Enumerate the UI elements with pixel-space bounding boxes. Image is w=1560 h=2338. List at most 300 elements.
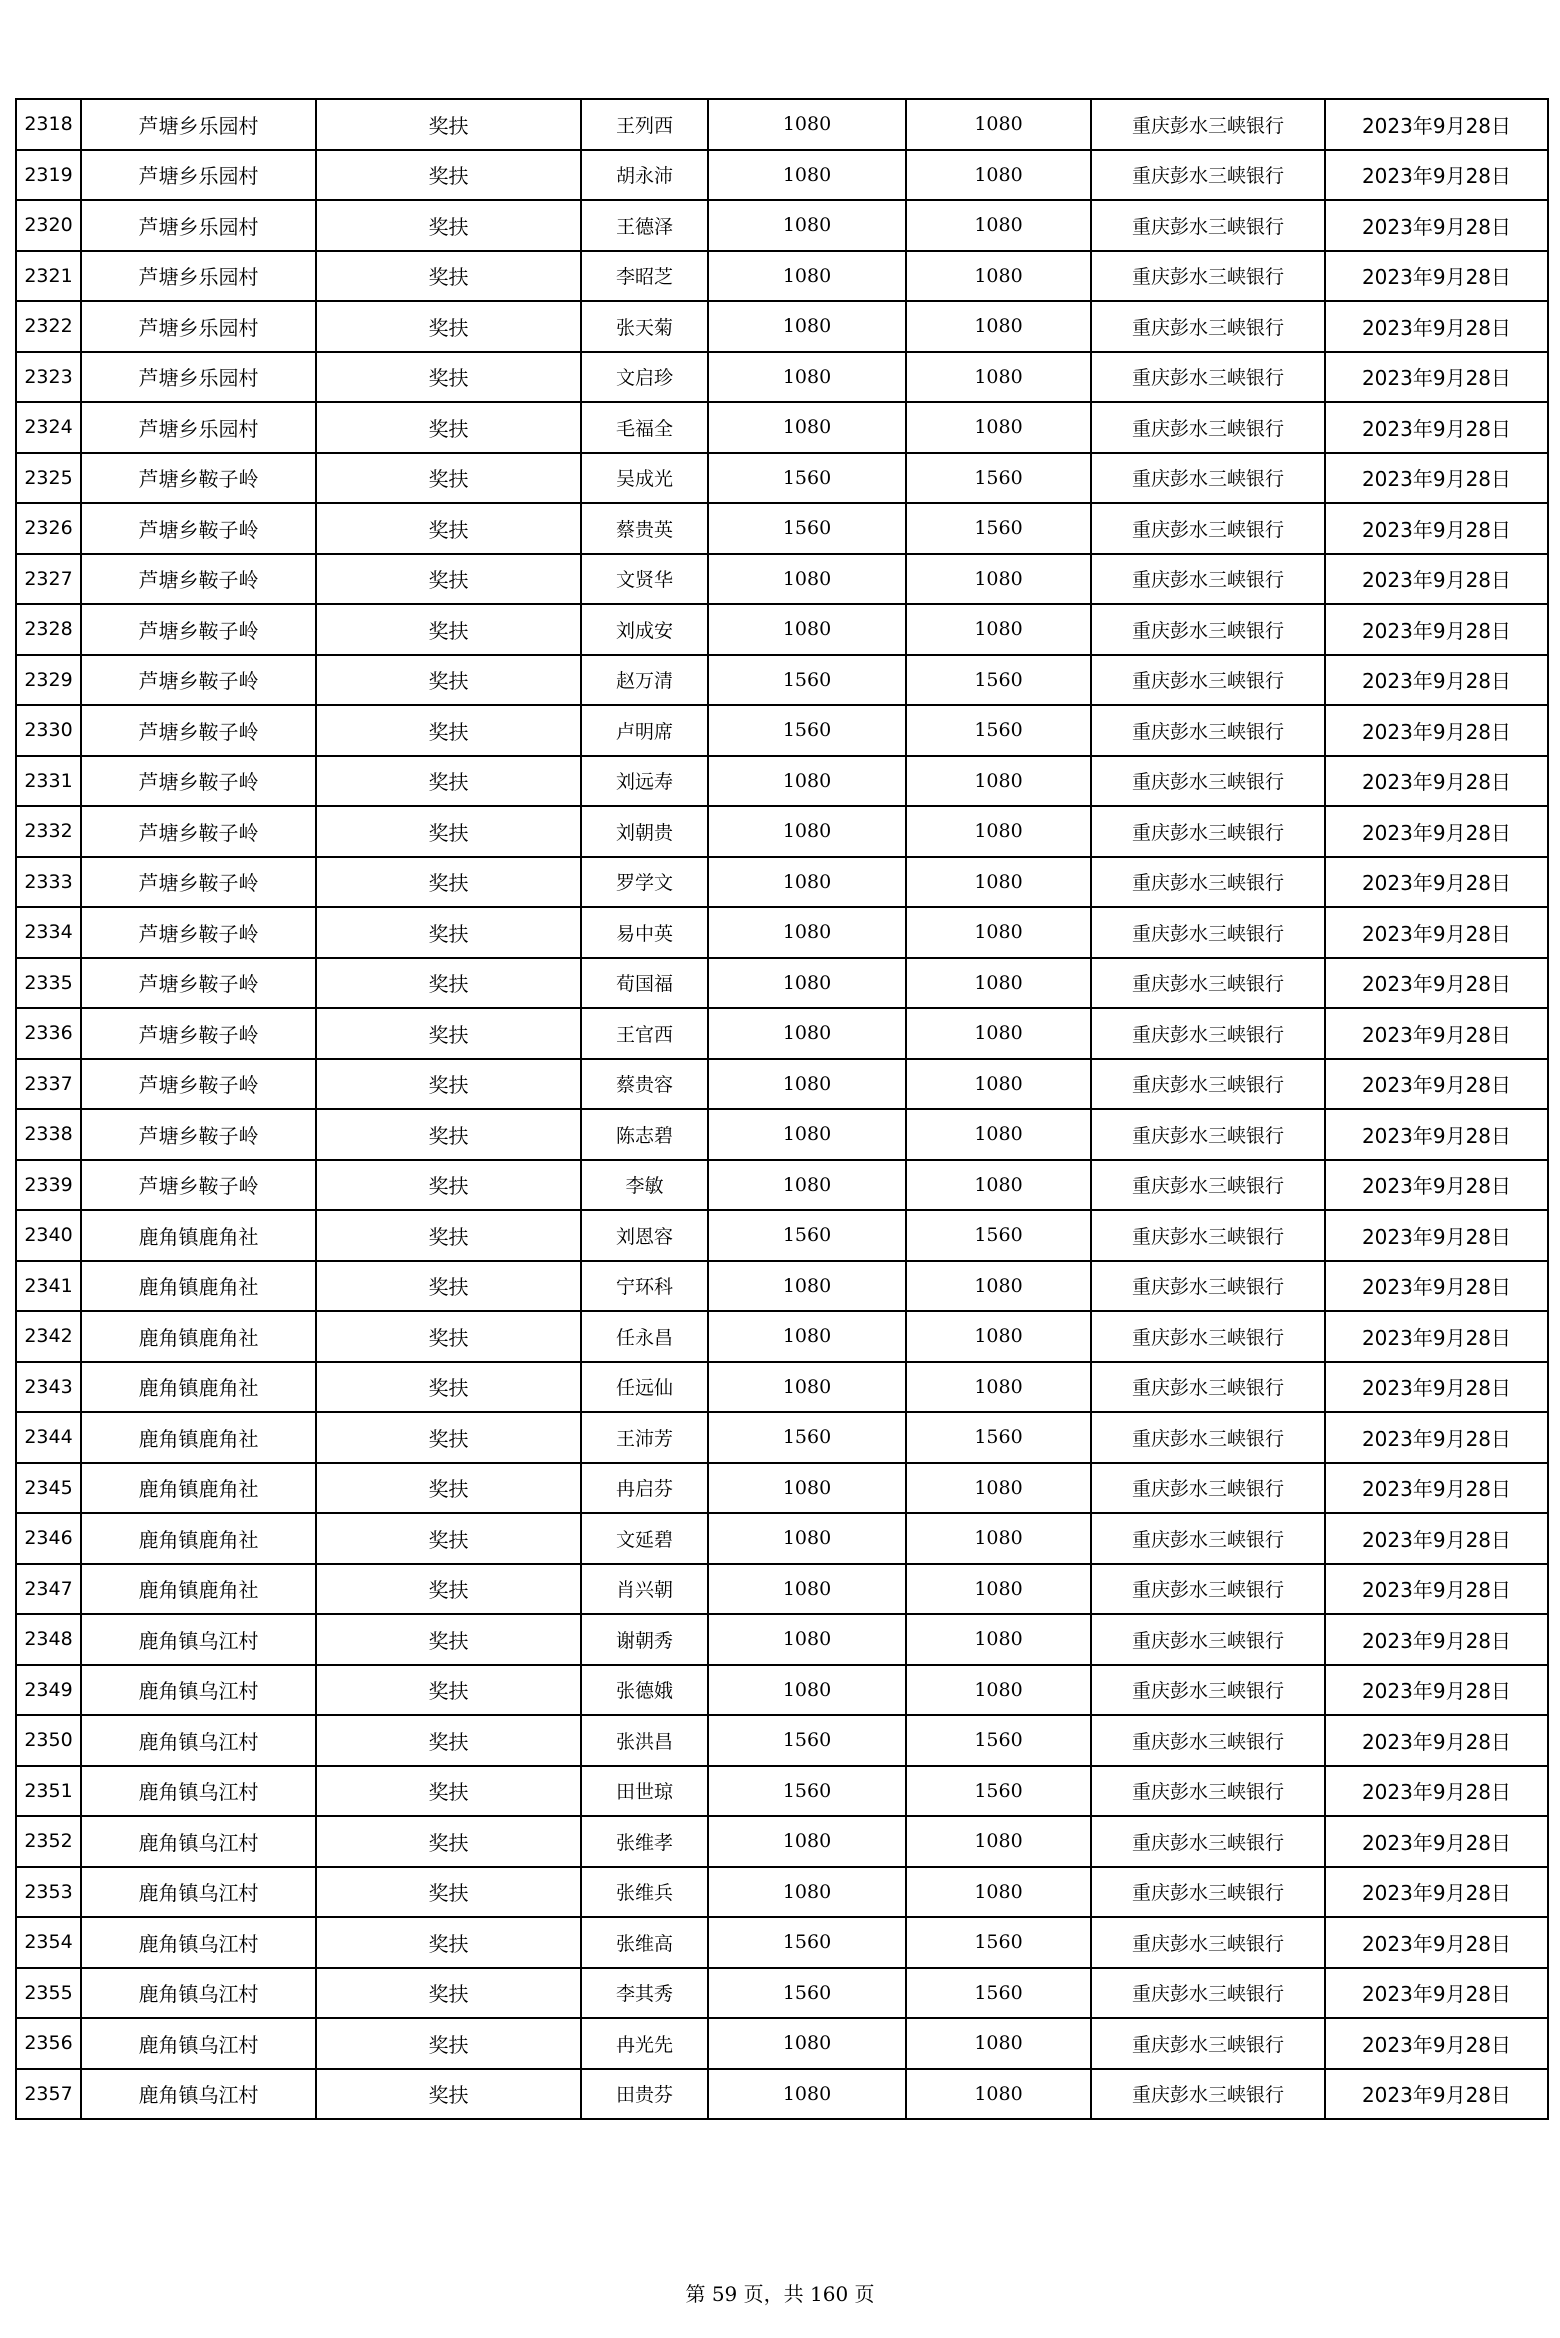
type-cell: 奖扶 bbox=[316, 1917, 581, 1968]
name-cell: 田世琼 bbox=[581, 1766, 708, 1817]
date-cell: 2023年9月28日 bbox=[1325, 1665, 1548, 1716]
bank-cell: 重庆彭水三峡银行 bbox=[1091, 453, 1325, 504]
bank-cell: 重庆彭水三峡银行 bbox=[1091, 200, 1325, 251]
seq-cell: 2321 bbox=[16, 251, 81, 302]
name-cell: 张维兵 bbox=[581, 1867, 708, 1918]
paid-amount-cell: 1080 bbox=[906, 2018, 1091, 2069]
date-cell: 2023年9月28日 bbox=[1325, 1160, 1548, 1211]
type-cell: 奖扶 bbox=[316, 1362, 581, 1413]
type-cell: 奖扶 bbox=[316, 1059, 581, 1110]
type-cell: 奖扶 bbox=[316, 1261, 581, 1312]
date-cell: 2023年9月28日 bbox=[1325, 1008, 1548, 1059]
location-cell: 鹿角镇鹿角社 bbox=[81, 1362, 316, 1413]
paid-amount-cell: 1080 bbox=[906, 1867, 1091, 1918]
bank-cell: 重庆彭水三峡银行 bbox=[1091, 1463, 1325, 1514]
name-cell: 李敏 bbox=[581, 1160, 708, 1211]
seq-cell: 2322 bbox=[16, 301, 81, 352]
name-cell: 荀国福 bbox=[581, 958, 708, 1009]
date-cell: 2023年9月28日 bbox=[1325, 857, 1548, 908]
type-cell: 奖扶 bbox=[316, 352, 581, 403]
paid-amount-cell: 1080 bbox=[906, 301, 1091, 352]
bank-cell: 重庆彭水三峡银行 bbox=[1091, 503, 1325, 554]
type-cell: 奖扶 bbox=[316, 1614, 581, 1665]
date-cell: 2023年9月28日 bbox=[1325, 958, 1548, 1009]
seq-cell: 2344 bbox=[16, 1412, 81, 1463]
paid-amount-cell: 1080 bbox=[906, 1109, 1091, 1160]
bank-cell: 重庆彭水三峡银行 bbox=[1091, 2018, 1325, 2069]
paid-amount-cell: 1560 bbox=[906, 453, 1091, 504]
table-row bbox=[16, 1513, 1548, 1564]
table-row bbox=[16, 453, 1548, 504]
date-cell: 2023年9月28日 bbox=[1325, 1766, 1548, 1817]
name-cell: 任远仙 bbox=[581, 1362, 708, 1413]
location-cell: 鹿角镇鹿角社 bbox=[81, 1311, 316, 1362]
bank-cell: 重庆彭水三峡银行 bbox=[1091, 1210, 1325, 1261]
location-cell: 芦塘乡鞍子岭 bbox=[81, 958, 316, 1009]
table-row bbox=[16, 1059, 1548, 1110]
amount-cell: 1080 bbox=[708, 99, 906, 150]
seq-cell: 2342 bbox=[16, 1311, 81, 1362]
location-cell: 芦塘乡乐园村 bbox=[81, 352, 316, 403]
name-cell: 罗学文 bbox=[581, 857, 708, 908]
seq-cell: 2325 bbox=[16, 453, 81, 504]
date-cell: 2023年9月28日 bbox=[1325, 453, 1548, 504]
name-cell: 李昭芝 bbox=[581, 251, 708, 302]
name-cell: 张德娥 bbox=[581, 1665, 708, 1716]
amount-cell: 1080 bbox=[708, 1261, 906, 1312]
bank-cell: 重庆彭水三峡银行 bbox=[1091, 402, 1325, 453]
date-cell: 2023年9月28日 bbox=[1325, 301, 1548, 352]
seq-cell: 2328 bbox=[16, 604, 81, 655]
amount-cell: 1560 bbox=[708, 1766, 906, 1817]
name-cell: 赵万清 bbox=[581, 655, 708, 706]
date-cell: 2023年9月28日 bbox=[1325, 1917, 1548, 1968]
amount-cell: 1080 bbox=[708, 604, 906, 655]
seq-cell: 2357 bbox=[16, 2069, 81, 2120]
paid-amount-cell: 1080 bbox=[906, 806, 1091, 857]
name-cell: 张维高 bbox=[581, 1917, 708, 1968]
name-cell: 肖兴朝 bbox=[581, 1564, 708, 1615]
table-row bbox=[16, 99, 1548, 150]
type-cell: 奖扶 bbox=[316, 251, 581, 302]
amount-cell: 1080 bbox=[708, 806, 906, 857]
location-cell: 芦塘乡鞍子岭 bbox=[81, 705, 316, 756]
amount-cell: 1080 bbox=[708, 1008, 906, 1059]
page-number: 第 59 页，共 160 页 bbox=[685, 2282, 875, 2306]
bank-cell: 重庆彭水三峡银行 bbox=[1091, 705, 1325, 756]
bank-cell: 重庆彭水三峡银行 bbox=[1091, 1109, 1325, 1160]
type-cell: 奖扶 bbox=[316, 1008, 581, 1059]
type-cell: 奖扶 bbox=[316, 200, 581, 251]
table-row bbox=[16, 1311, 1548, 1362]
bank-cell: 重庆彭水三峡银行 bbox=[1091, 1917, 1325, 1968]
name-cell: 文贤华 bbox=[581, 554, 708, 605]
type-cell: 奖扶 bbox=[316, 1160, 581, 1211]
bank-cell: 重庆彭水三峡银行 bbox=[1091, 1059, 1325, 1110]
type-cell: 奖扶 bbox=[316, 1513, 581, 1564]
type-cell: 奖扶 bbox=[316, 150, 581, 201]
table-row bbox=[16, 2018, 1548, 2069]
location-cell: 鹿角镇乌江村 bbox=[81, 2069, 316, 2120]
type-cell: 奖扶 bbox=[316, 453, 581, 504]
seq-cell: 2356 bbox=[16, 2018, 81, 2069]
seq-cell: 2353 bbox=[16, 1867, 81, 1918]
table-row bbox=[16, 705, 1548, 756]
table-row bbox=[16, 352, 1548, 403]
location-cell: 芦塘乡鞍子岭 bbox=[81, 1059, 316, 1110]
table-row bbox=[16, 402, 1548, 453]
type-cell: 奖扶 bbox=[316, 301, 581, 352]
amount-cell: 1080 bbox=[708, 1311, 906, 1362]
type-cell: 奖扶 bbox=[316, 2069, 581, 2120]
name-cell: 王德泽 bbox=[581, 200, 708, 251]
type-cell: 奖扶 bbox=[316, 402, 581, 453]
location-cell: 鹿角镇乌江村 bbox=[81, 2018, 316, 2069]
seq-cell: 2333 bbox=[16, 857, 81, 908]
seq-cell: 2326 bbox=[16, 503, 81, 554]
table-row bbox=[16, 1665, 1548, 1716]
paid-amount-cell: 1560 bbox=[906, 1412, 1091, 1463]
location-cell: 芦塘乡乐园村 bbox=[81, 301, 316, 352]
type-cell: 奖扶 bbox=[316, 1715, 581, 1766]
location-cell: 芦塘乡鞍子岭 bbox=[81, 655, 316, 706]
location-cell: 鹿角镇乌江村 bbox=[81, 1816, 316, 1867]
seq-cell: 2354 bbox=[16, 1917, 81, 1968]
seq-cell: 2339 bbox=[16, 1160, 81, 1211]
type-cell: 奖扶 bbox=[316, 705, 581, 756]
seq-cell: 2323 bbox=[16, 352, 81, 403]
amount-cell: 1080 bbox=[708, 857, 906, 908]
location-cell: 芦塘乡鞍子岭 bbox=[81, 756, 316, 807]
date-cell: 2023年9月28日 bbox=[1325, 1513, 1548, 1564]
table-row bbox=[16, 150, 1548, 201]
date-cell: 2023年9月28日 bbox=[1325, 1210, 1548, 1261]
date-cell: 2023年9月28日 bbox=[1325, 1463, 1548, 1514]
seq-cell: 2351 bbox=[16, 1766, 81, 1817]
paid-amount-cell: 1080 bbox=[906, 99, 1091, 150]
date-cell: 2023年9月28日 bbox=[1325, 604, 1548, 655]
name-cell: 毛福全 bbox=[581, 402, 708, 453]
date-cell: 2023年9月28日 bbox=[1325, 1261, 1548, 1312]
bank-cell: 重庆彭水三峡银行 bbox=[1091, 907, 1325, 958]
bank-cell: 重庆彭水三峡银行 bbox=[1091, 2069, 1325, 2120]
paid-amount-cell: 1080 bbox=[906, 604, 1091, 655]
type-cell: 奖扶 bbox=[316, 958, 581, 1009]
paid-amount-cell: 1080 bbox=[906, 150, 1091, 201]
name-cell: 谢朝秀 bbox=[581, 1614, 708, 1665]
location-cell: 芦塘乡鞍子岭 bbox=[81, 907, 316, 958]
date-cell: 2023年9月28日 bbox=[1325, 402, 1548, 453]
amount-cell: 1080 bbox=[708, 1160, 906, 1211]
table-row bbox=[16, 1008, 1548, 1059]
name-cell: 蔡贵英 bbox=[581, 503, 708, 554]
paid-amount-cell: 1080 bbox=[906, 756, 1091, 807]
location-cell: 芦塘乡鞍子岭 bbox=[81, 806, 316, 857]
name-cell: 刘朝贵 bbox=[581, 806, 708, 857]
bank-cell: 重庆彭水三峡银行 bbox=[1091, 1614, 1325, 1665]
amount-cell: 1560 bbox=[708, 453, 906, 504]
table-row bbox=[16, 756, 1548, 807]
type-cell: 奖扶 bbox=[316, 1665, 581, 1716]
table-row bbox=[16, 1160, 1548, 1211]
location-cell: 芦塘乡乐园村 bbox=[81, 150, 316, 201]
seq-cell: 2345 bbox=[16, 1463, 81, 1514]
amount-cell: 1080 bbox=[708, 1513, 906, 1564]
type-cell: 奖扶 bbox=[316, 99, 581, 150]
date-cell: 2023年9月28日 bbox=[1325, 1614, 1548, 1665]
name-cell: 王列西 bbox=[581, 99, 708, 150]
paid-amount-cell: 1560 bbox=[906, 1917, 1091, 1968]
table-row bbox=[16, 1109, 1548, 1160]
table-row bbox=[16, 857, 1548, 908]
paid-amount-cell: 1080 bbox=[906, 1665, 1091, 1716]
location-cell: 芦塘乡鞍子岭 bbox=[81, 1008, 316, 1059]
bank-cell: 重庆彭水三峡银行 bbox=[1091, 756, 1325, 807]
seq-cell: 2336 bbox=[16, 1008, 81, 1059]
date-cell: 2023年9月28日 bbox=[1325, 655, 1548, 706]
amount-cell: 1080 bbox=[708, 1362, 906, 1413]
type-cell: 奖扶 bbox=[316, 1412, 581, 1463]
table-row bbox=[16, 1917, 1548, 1968]
date-cell: 2023年9月28日 bbox=[1325, 1362, 1548, 1413]
seq-cell: 2349 bbox=[16, 1665, 81, 1716]
seq-cell: 2324 bbox=[16, 402, 81, 453]
location-cell: 芦塘乡鞍子岭 bbox=[81, 857, 316, 908]
bank-cell: 重庆彭水三峡银行 bbox=[1091, 1715, 1325, 1766]
location-cell: 芦塘乡乐园村 bbox=[81, 200, 316, 251]
paid-amount-cell: 1560 bbox=[906, 655, 1091, 706]
table-body bbox=[16, 99, 1548, 2119]
type-cell: 奖扶 bbox=[316, 907, 581, 958]
location-cell: 鹿角镇鹿角社 bbox=[81, 1564, 316, 1615]
paid-amount-cell: 1080 bbox=[906, 554, 1091, 605]
paid-amount-cell: 1080 bbox=[906, 1362, 1091, 1413]
table-row bbox=[16, 655, 1548, 706]
name-cell: 蔡贵容 bbox=[581, 1059, 708, 1110]
type-cell: 奖扶 bbox=[316, 2018, 581, 2069]
date-cell: 2023年9月28日 bbox=[1325, 705, 1548, 756]
type-cell: 奖扶 bbox=[316, 806, 581, 857]
amount-cell: 1080 bbox=[708, 1564, 906, 1615]
date-cell: 2023年9月28日 bbox=[1325, 2018, 1548, 2069]
location-cell: 鹿角镇乌江村 bbox=[81, 1665, 316, 1716]
amount-cell: 1560 bbox=[708, 655, 906, 706]
paid-amount-cell: 1560 bbox=[906, 1968, 1091, 2019]
paid-amount-cell: 1080 bbox=[906, 1160, 1091, 1211]
table-row bbox=[16, 958, 1548, 1009]
amount-cell: 1080 bbox=[708, 1665, 906, 1716]
table-row bbox=[16, 301, 1548, 352]
paid-amount-cell: 1080 bbox=[906, 958, 1091, 1009]
date-cell: 2023年9月28日 bbox=[1325, 1311, 1548, 1362]
date-cell: 2023年9月28日 bbox=[1325, 2069, 1548, 2120]
bank-cell: 重庆彭水三峡银行 bbox=[1091, 1513, 1325, 1564]
amount-cell: 1080 bbox=[708, 907, 906, 958]
bank-cell: 重庆彭水三峡银行 bbox=[1091, 806, 1325, 857]
paid-amount-cell: 1080 bbox=[906, 907, 1091, 958]
bank-cell: 重庆彭水三峡银行 bbox=[1091, 1766, 1325, 1817]
location-cell: 鹿角镇乌江村 bbox=[81, 1715, 316, 1766]
seq-cell: 2331 bbox=[16, 756, 81, 807]
type-cell: 奖扶 bbox=[316, 1564, 581, 1615]
date-cell: 2023年9月28日 bbox=[1325, 1715, 1548, 1766]
amount-cell: 1080 bbox=[708, 1059, 906, 1110]
name-cell: 吴成光 bbox=[581, 453, 708, 504]
location-cell: 芦塘乡鞍子岭 bbox=[81, 604, 316, 655]
paid-amount-cell: 1080 bbox=[906, 1513, 1091, 1564]
paid-amount-cell: 1080 bbox=[906, 1816, 1091, 1867]
name-cell: 张天菊 bbox=[581, 301, 708, 352]
seq-cell: 2318 bbox=[16, 99, 81, 150]
amount-cell: 1560 bbox=[708, 1210, 906, 1261]
bank-cell: 重庆彭水三峡银行 bbox=[1091, 352, 1325, 403]
paid-amount-cell: 1080 bbox=[906, 1463, 1091, 1514]
amount-cell: 1080 bbox=[708, 554, 906, 605]
bank-cell: 重庆彭水三峡银行 bbox=[1091, 1160, 1325, 1211]
seq-cell: 2341 bbox=[16, 1261, 81, 1312]
location-cell: 芦塘乡鞍子岭 bbox=[81, 503, 316, 554]
table-row bbox=[16, 1766, 1548, 1817]
table-row bbox=[16, 200, 1548, 251]
amount-cell: 1080 bbox=[708, 251, 906, 302]
table-row bbox=[16, 1968, 1548, 2019]
type-cell: 奖扶 bbox=[316, 1968, 581, 2019]
type-cell: 奖扶 bbox=[316, 1210, 581, 1261]
table-row bbox=[16, 2069, 1548, 2120]
amount-cell: 1560 bbox=[708, 705, 906, 756]
amount-cell: 1080 bbox=[708, 1614, 906, 1665]
seq-cell: 2340 bbox=[16, 1210, 81, 1261]
amount-cell: 1560 bbox=[708, 503, 906, 554]
record-table bbox=[15, 98, 1549, 2120]
name-cell: 陈志碧 bbox=[581, 1109, 708, 1160]
bank-cell: 重庆彭水三峡银行 bbox=[1091, 655, 1325, 706]
location-cell: 芦塘乡鞍子岭 bbox=[81, 1109, 316, 1160]
amount-cell: 1080 bbox=[708, 1109, 906, 1160]
location-cell: 鹿角镇乌江村 bbox=[81, 1867, 316, 1918]
table-row bbox=[16, 604, 1548, 655]
table-row bbox=[16, 554, 1548, 605]
location-cell: 鹿角镇乌江村 bbox=[81, 1968, 316, 2019]
location-cell: 芦塘乡乐园村 bbox=[81, 251, 316, 302]
date-cell: 2023年9月28日 bbox=[1325, 1564, 1548, 1615]
paid-amount-cell: 1080 bbox=[906, 1261, 1091, 1312]
bank-cell: 重庆彭水三峡银行 bbox=[1091, 1816, 1325, 1867]
date-cell: 2023年9月28日 bbox=[1325, 1412, 1548, 1463]
name-cell: 王沛芳 bbox=[581, 1412, 708, 1463]
seq-cell: 2355 bbox=[16, 1968, 81, 2019]
type-cell: 奖扶 bbox=[316, 1311, 581, 1362]
bank-cell: 重庆彭水三峡银行 bbox=[1091, 1564, 1325, 1615]
table-row bbox=[16, 1463, 1548, 1514]
bank-cell: 重庆彭水三峡银行 bbox=[1091, 99, 1325, 150]
type-cell: 奖扶 bbox=[316, 655, 581, 706]
seq-cell: 2343 bbox=[16, 1362, 81, 1413]
name-cell: 刘恩容 bbox=[581, 1210, 708, 1261]
seq-cell: 2338 bbox=[16, 1109, 81, 1160]
amount-cell: 1080 bbox=[708, 2018, 906, 2069]
paid-amount-cell: 1560 bbox=[906, 503, 1091, 554]
seq-cell: 2337 bbox=[16, 1059, 81, 1110]
table-row bbox=[16, 1564, 1548, 1615]
location-cell: 鹿角镇鹿角社 bbox=[81, 1210, 316, 1261]
location-cell: 鹿角镇鹿角社 bbox=[81, 1463, 316, 1514]
table-row bbox=[16, 1867, 1548, 1918]
date-cell: 2023年9月28日 bbox=[1325, 503, 1548, 554]
date-cell: 2023年9月28日 bbox=[1325, 1816, 1548, 1867]
location-cell: 芦塘乡鞍子岭 bbox=[81, 453, 316, 504]
amount-cell: 1080 bbox=[708, 1463, 906, 1514]
location-cell: 芦塘乡乐园村 bbox=[81, 99, 316, 150]
seq-cell: 2320 bbox=[16, 200, 81, 251]
location-cell: 鹿角镇乌江村 bbox=[81, 1766, 316, 1817]
name-cell: 田贵芬 bbox=[581, 2069, 708, 2120]
name-cell: 卢明席 bbox=[581, 705, 708, 756]
name-cell: 宁环科 bbox=[581, 1261, 708, 1312]
type-cell: 奖扶 bbox=[316, 1816, 581, 1867]
amount-cell: 1080 bbox=[708, 756, 906, 807]
bank-cell: 重庆彭水三峡银行 bbox=[1091, 1008, 1325, 1059]
type-cell: 奖扶 bbox=[316, 1109, 581, 1160]
paid-amount-cell: 1560 bbox=[906, 1715, 1091, 1766]
table-row bbox=[16, 251, 1548, 302]
date-cell: 2023年9月28日 bbox=[1325, 1059, 1548, 1110]
location-cell: 芦塘乡鞍子岭 bbox=[81, 554, 316, 605]
name-cell: 冉启芬 bbox=[581, 1463, 708, 1514]
date-cell: 2023年9月28日 bbox=[1325, 99, 1548, 150]
seq-cell: 2346 bbox=[16, 1513, 81, 1564]
date-cell: 2023年9月28日 bbox=[1325, 200, 1548, 251]
amount-cell: 1080 bbox=[708, 958, 906, 1009]
date-cell: 2023年9月28日 bbox=[1325, 1109, 1548, 1160]
seq-cell: 2347 bbox=[16, 1564, 81, 1615]
date-cell: 2023年9月28日 bbox=[1325, 251, 1548, 302]
type-cell: 奖扶 bbox=[316, 554, 581, 605]
location-cell: 鹿角镇乌江村 bbox=[81, 1614, 316, 1665]
seq-cell: 2330 bbox=[16, 705, 81, 756]
date-cell: 2023年9月28日 bbox=[1325, 1867, 1548, 1918]
table-row bbox=[16, 1715, 1548, 1766]
amount-cell: 1080 bbox=[708, 2069, 906, 2120]
bank-cell: 重庆彭水三峡银行 bbox=[1091, 554, 1325, 605]
location-cell: 鹿角镇乌江村 bbox=[81, 1917, 316, 1968]
seq-cell: 2319 bbox=[16, 150, 81, 201]
bank-cell: 重庆彭水三峡银行 bbox=[1091, 604, 1325, 655]
type-cell: 奖扶 bbox=[316, 756, 581, 807]
paid-amount-cell: 1560 bbox=[906, 705, 1091, 756]
paid-amount-cell: 1080 bbox=[906, 1614, 1091, 1665]
paid-amount-cell: 1080 bbox=[906, 402, 1091, 453]
paid-amount-cell: 1080 bbox=[906, 857, 1091, 908]
location-cell: 芦塘乡乐园村 bbox=[81, 402, 316, 453]
paid-amount-cell: 1080 bbox=[906, 1311, 1091, 1362]
date-cell: 2023年9月28日 bbox=[1325, 554, 1548, 605]
name-cell: 冉光先 bbox=[581, 2018, 708, 2069]
type-cell: 奖扶 bbox=[316, 604, 581, 655]
bank-cell: 重庆彭水三峡银行 bbox=[1091, 1968, 1325, 2019]
type-cell: 奖扶 bbox=[316, 503, 581, 554]
table-row bbox=[16, 806, 1548, 857]
type-cell: 奖扶 bbox=[316, 1463, 581, 1514]
seq-cell: 2350 bbox=[16, 1715, 81, 1766]
name-cell: 胡永沛 bbox=[581, 150, 708, 201]
bank-cell: 重庆彭水三峡银行 bbox=[1091, 301, 1325, 352]
amount-cell: 1080 bbox=[708, 150, 906, 201]
amount-cell: 1080 bbox=[708, 1816, 906, 1867]
bank-cell: 重庆彭水三峡银行 bbox=[1091, 857, 1325, 908]
seq-cell: 2329 bbox=[16, 655, 81, 706]
amount-cell: 1560 bbox=[708, 1715, 906, 1766]
